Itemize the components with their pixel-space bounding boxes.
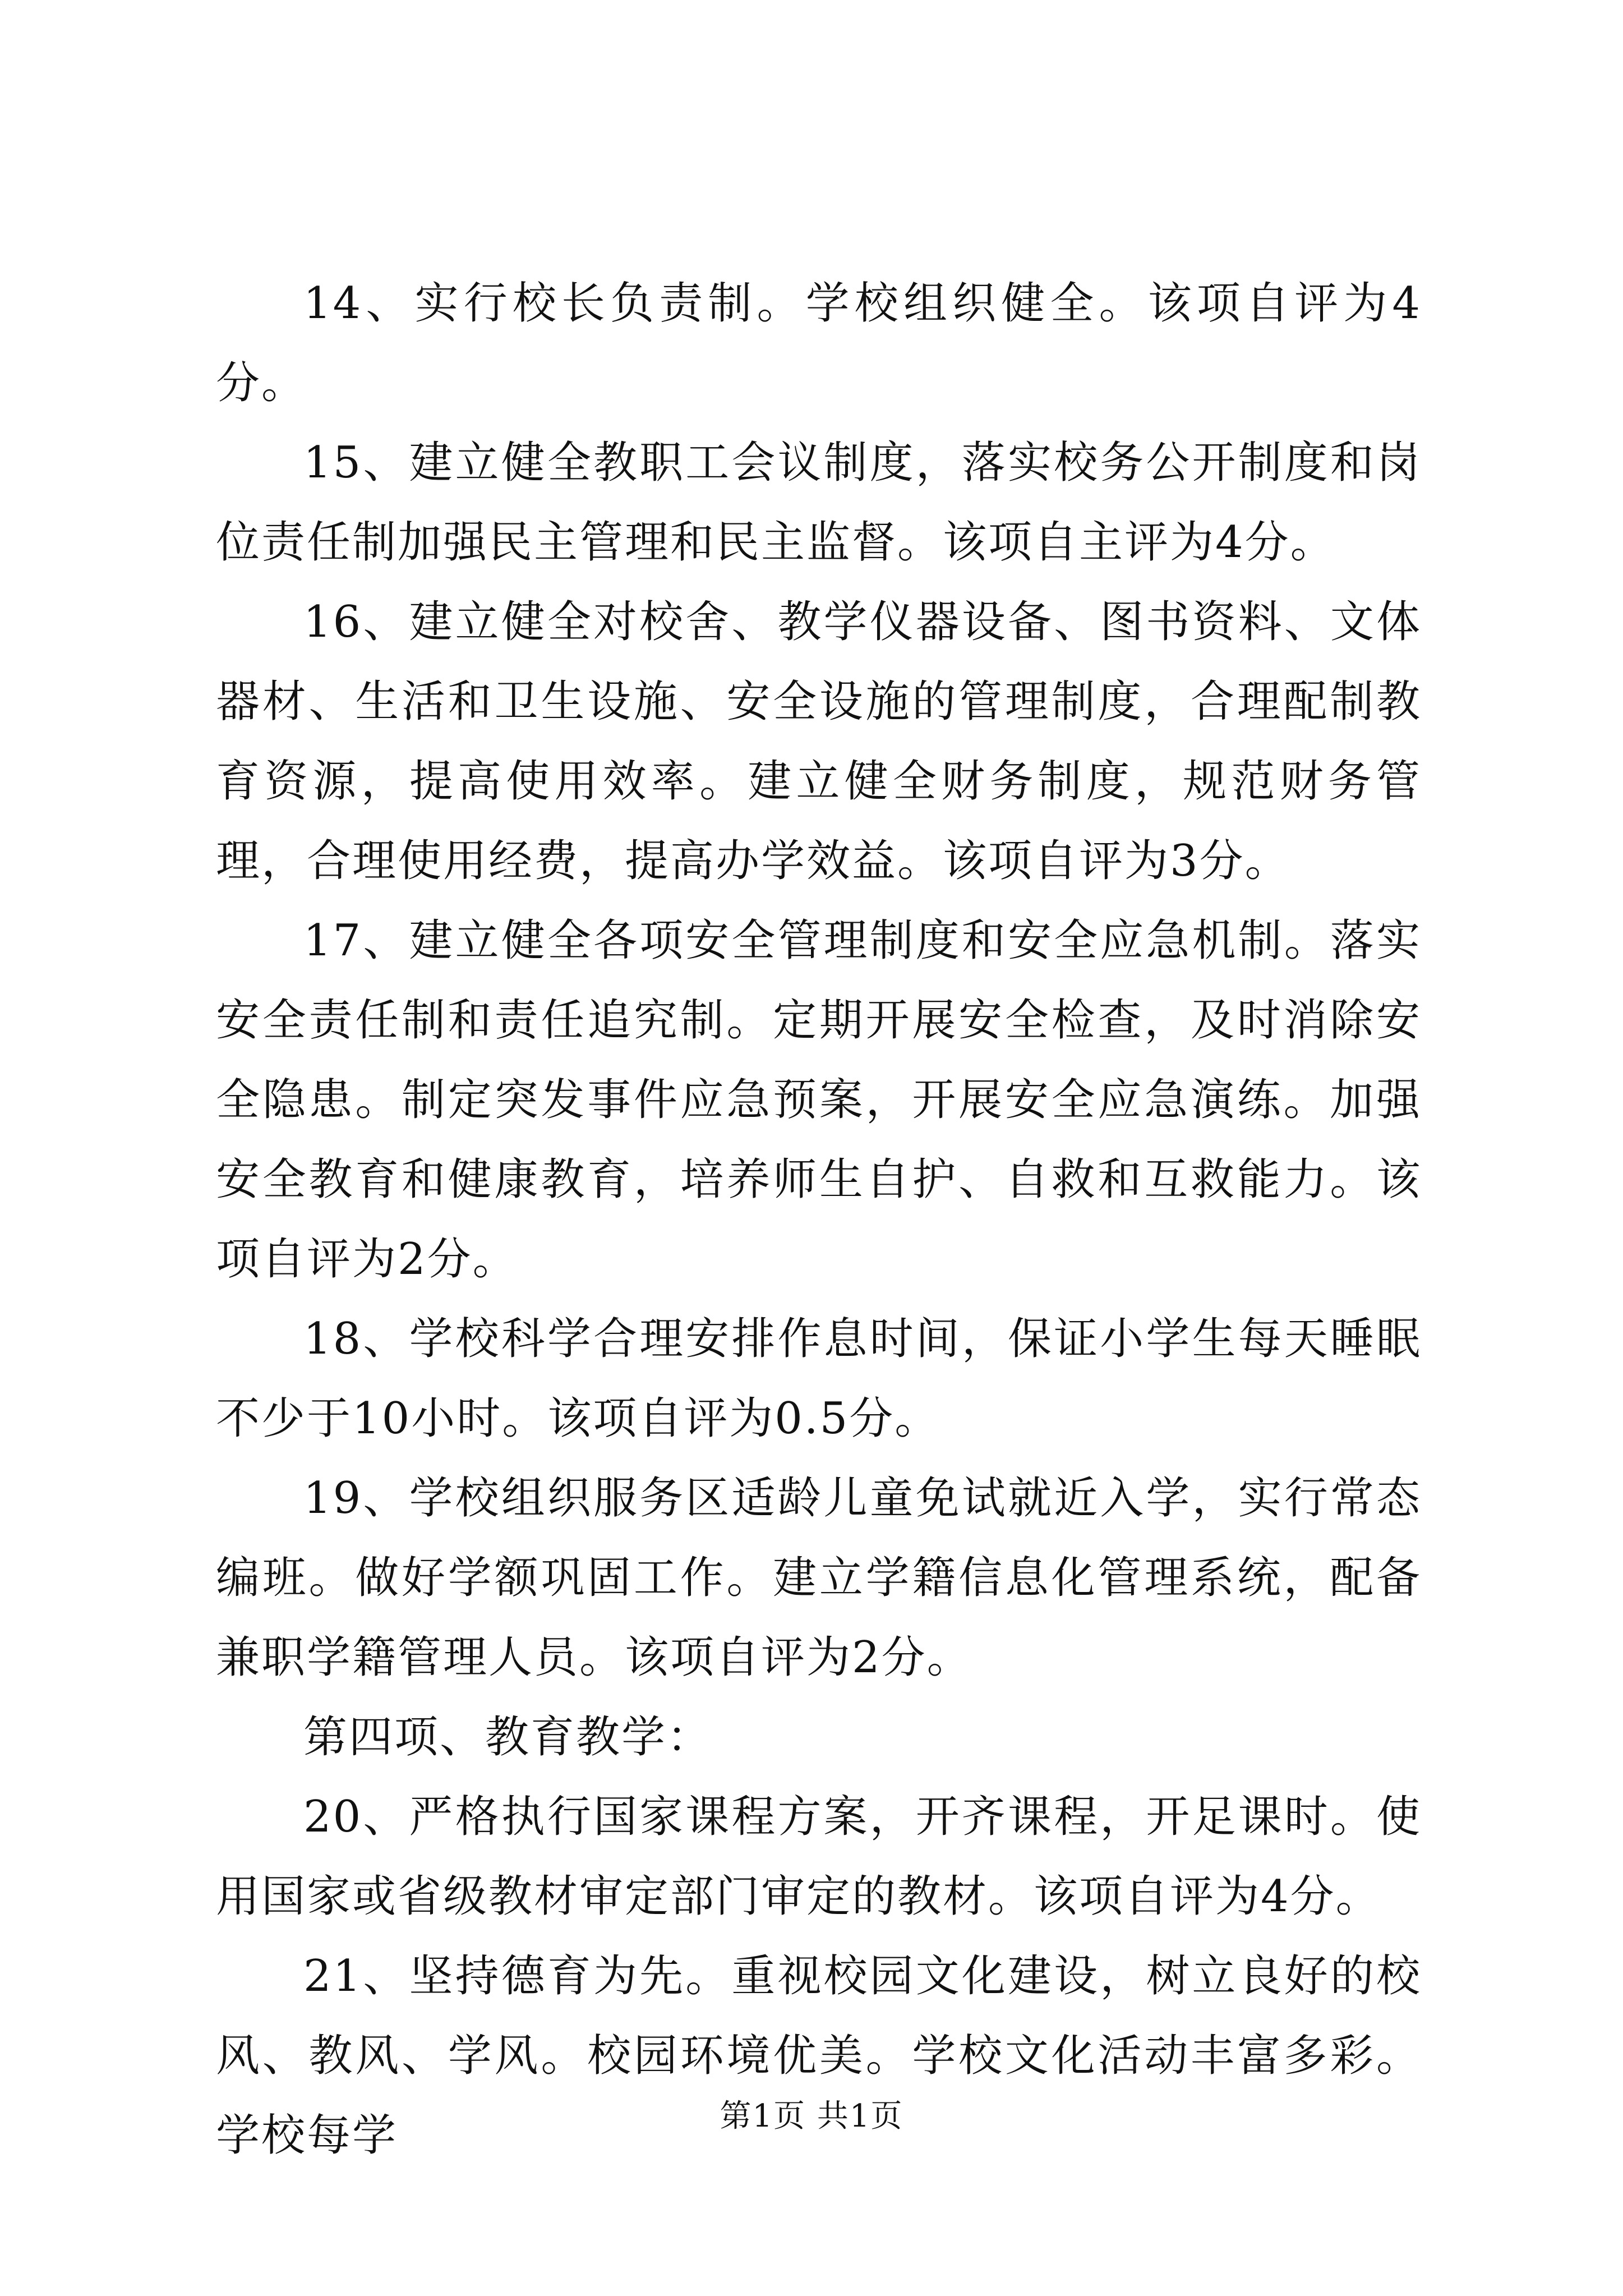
section-heading-4: 第四项、教育教学： [303, 1712, 713, 1763]
paragraph-15: 15、建立健全教职工会议制度，落实校务公开制度和岗位责任制加强民主管理和民主监督。该项自主评为4分。 [216, 438, 1422, 568]
paragraph-17: 17、建立健全各项安全管理制度和安全应急机制。落实安全责任制和责任追究制。定期开展安全检查，及时消除安全隐患。制定突发事件应急预案，开展安全应急演练。加强安全教育和健康教育，培养师生自护、自救和互救能力。该项自评为2分。 [216, 915, 1422, 1285]
document-body [216, 264, 1422, 2175]
page-footer: 第1页 共1页 [720, 2098, 903, 2134]
paragraph-19: 19、学校组织服务区适龄儿童免试就近入学，实行常态编班。做好学额巩固工作。建立学籍信息化管理系统，配备兼职学籍管理人员。该项自评为2分。 [216, 1473, 1422, 1683]
paragraph-20: 20、严格执行国家课程方案，开齐课程，开足课时。使用国家或省级教材审定部门审定的教材。该项自评为4分。 [216, 1792, 1422, 1922]
paragraph-16: 16、建立健全对校舍、教学仪器设备、图书资料、文体器材、生活和卫生设施、安全设施的管理制度，合理配制教育资源，提高使用效率。建立健全财务制度，规范财务管理，合理使用经费，提高办学效益。该项自评为3分。 [216, 597, 1422, 886]
paragraph-21: 21、坚持德育为先。重视校园文化建设，树立良好的校风、教风、学风。校园环境优美。学校文化活动丰富多彩。学校每学 [216, 1951, 1422, 2161]
paragraph-18: 18、学校科学合理安排作息时间，保证小学生每天睡眠不少于10小时。该项自评为0.5分。 [216, 1314, 1422, 1444]
paragraph-14: 14、实行校长负责制。学校组织健全。该项自评为4分。 [216, 278, 1422, 408]
